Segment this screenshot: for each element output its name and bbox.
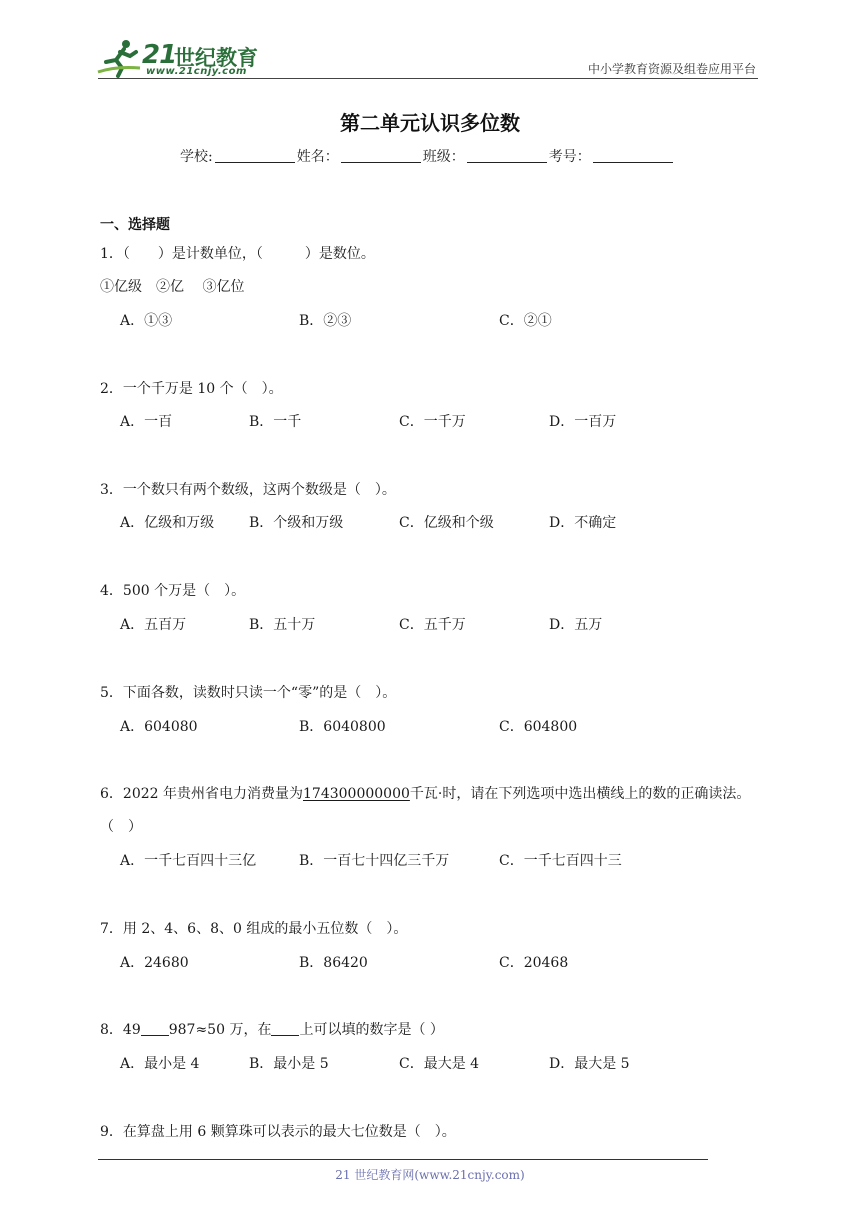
question-1-option-c: C．②① bbox=[499, 313, 552, 329]
question-2-option-d: D．一百万 bbox=[549, 414, 617, 430]
site-logo bbox=[96, 36, 266, 78]
question-1-option-b: B．②③ bbox=[299, 313, 352, 329]
question-6-option-a: A．一千七百四十三亿 bbox=[120, 853, 257, 869]
question-6-option-c: C．一千七百四十三 bbox=[499, 853, 622, 869]
question-8-stem-pre: 8．49 bbox=[100, 1022, 141, 1038]
question-3-option-d: D．不确定 bbox=[549, 515, 617, 531]
question-4-option-d: D．五万 bbox=[549, 617, 603, 633]
exam-no-blank bbox=[593, 150, 673, 163]
question-3-option-b: B．个级和万级 bbox=[249, 515, 344, 531]
question-7-option-b: B．86420 bbox=[299, 955, 368, 971]
student-info-line bbox=[180, 146, 675, 166]
school-blank bbox=[215, 150, 295, 163]
exam-no-label: 考号： bbox=[548, 149, 591, 165]
logo-number: 21 bbox=[142, 40, 177, 70]
runner-icon bbox=[96, 38, 146, 78]
question-6-stem bbox=[100, 783, 750, 803]
question-4-option-c: C．五千万 bbox=[399, 617, 466, 633]
class-label: 班级： bbox=[422, 149, 465, 165]
question-1-option-a: A．①③ bbox=[120, 313, 173, 329]
question-5-option-c: C．604800 bbox=[499, 719, 578, 735]
question-7-stem: 7．用 2、4、6、8、0 组成的最小五位数（ ）。 bbox=[100, 921, 408, 937]
logo-url: www.21cnjy.com bbox=[146, 66, 247, 77]
question-7-option-c: C．20468 bbox=[499, 955, 569, 971]
question-8-stem bbox=[100, 1019, 444, 1039]
question-3-option-c: C．亿级和个级 bbox=[399, 515, 494, 531]
question-2-stem: 2．一个千万是 10 个（ ）。 bbox=[100, 381, 283, 397]
name-label: 姓名： bbox=[296, 149, 339, 165]
question-8-option-d: D．最大是 5 bbox=[549, 1056, 630, 1072]
question-5-option-a: A．604080 bbox=[120, 719, 198, 735]
question-4-stem: 4．500 个万是（ ）。 bbox=[100, 583, 246, 599]
footer-divider bbox=[98, 1159, 708, 1160]
question-8-option-b: B．最小是 5 bbox=[249, 1056, 329, 1072]
class-blank bbox=[467, 150, 547, 163]
question-6-stem-post: 千瓦·时，请在下列选项中选出横线上的数的正确读法。 bbox=[409, 786, 751, 802]
school-label: 学校: bbox=[180, 149, 213, 165]
question-3-stem: 3．一个数只有两个数级，这两个数级是（ ）。 bbox=[100, 482, 396, 498]
question-4-option-b: B．五十万 bbox=[249, 617, 316, 633]
question-8-blank-1 bbox=[141, 1023, 169, 1036]
question-7-option-a: A．24680 bbox=[120, 955, 189, 971]
question-9-stem: 9．在算盘上用 6 颗算珠可以表示的最大七位数是（ ）。 bbox=[100, 1124, 456, 1140]
section-title: 一、选择题 bbox=[100, 217, 170, 233]
logo-name: 世纪教育 bbox=[174, 46, 258, 70]
question-8-option-c: C．最大是 4 bbox=[399, 1056, 480, 1072]
page-title: 第二单元认识多位数 bbox=[340, 111, 520, 135]
question-8-stem-post: 上可以填的数字是（ ） bbox=[299, 1022, 444, 1038]
footer-text: 21 世纪教育网(www.21cnjy.com) bbox=[335, 1168, 525, 1182]
question-1-stem: 1．（ ）是计数单位，（ ）是数位。 bbox=[100, 246, 375, 262]
question-2-option-a: A．一百 bbox=[120, 414, 173, 430]
question-4-option-a: A．五百万 bbox=[120, 617, 187, 633]
question-8-stem-mid: 987≈50 万，在 bbox=[168, 1022, 272, 1038]
header-platform-text: 中小学教育资源及组卷应用平台 bbox=[587, 62, 756, 76]
question-6-stem-pre: 6．2022 年贵州省电力消费量为 bbox=[100, 786, 303, 802]
question-2-option-b: B．一千 bbox=[249, 414, 302, 430]
question-8-blank-2 bbox=[271, 1023, 299, 1036]
question-3-option-a: A．亿级和万级 bbox=[120, 515, 215, 531]
question-5-stem: 5．下面各数，读数时只读一个“零”的是（ ）。 bbox=[100, 685, 397, 701]
question-6-sub: （ ） bbox=[100, 819, 142, 835]
name-blank bbox=[341, 150, 421, 163]
question-5-option-b: B．6040800 bbox=[299, 719, 386, 735]
header-divider bbox=[98, 78, 758, 79]
question-6-underlined-number: 174300000000 bbox=[303, 786, 410, 802]
question-2-option-c: C．一千万 bbox=[399, 414, 466, 430]
question-8-option-a: A．最小是 4 bbox=[120, 1056, 200, 1072]
question-6-option-b: B．一百七十四亿三千万 bbox=[299, 853, 450, 869]
question-1-sub: ①亿级 ②亿 ③亿位 bbox=[100, 279, 245, 295]
